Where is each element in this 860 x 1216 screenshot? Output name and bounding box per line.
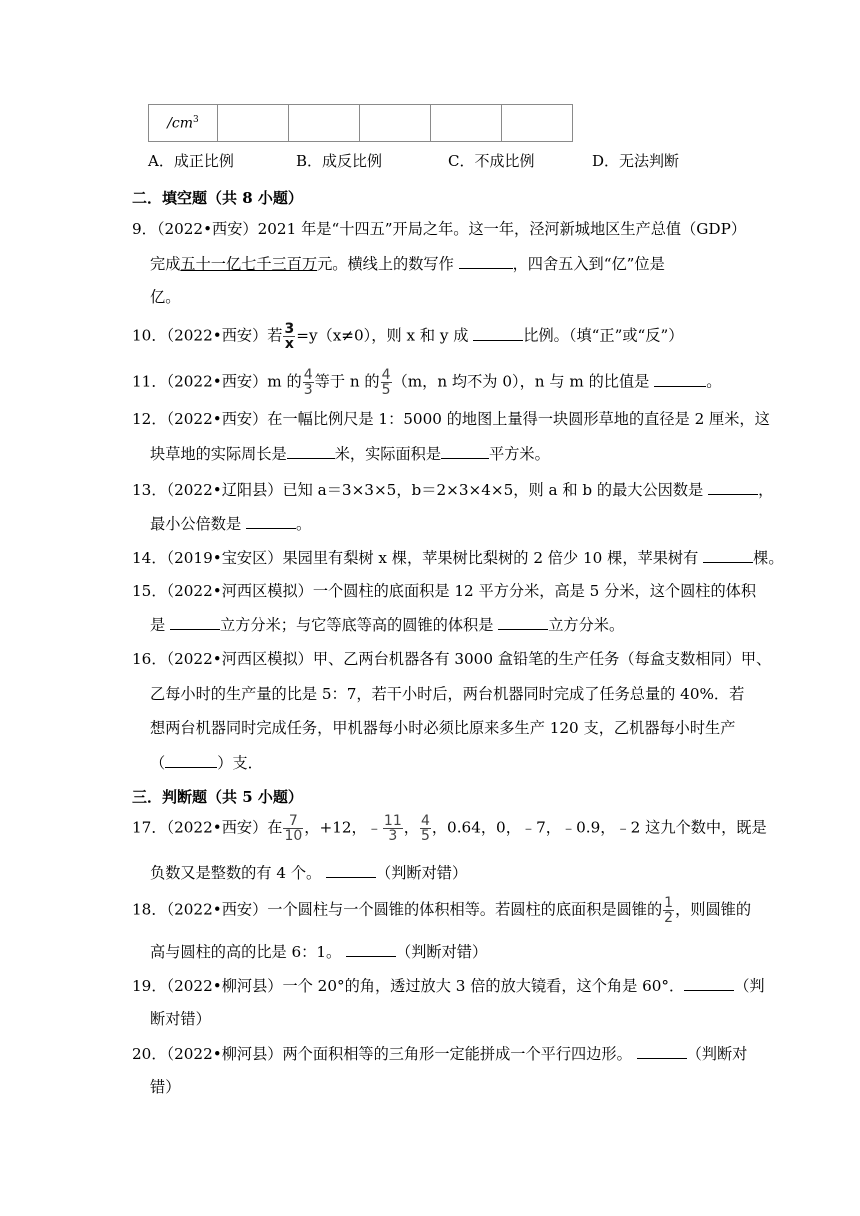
table-cell: [502, 105, 573, 142]
answer-blank: [498, 613, 548, 630]
question-20-line-1: 20．（2022•柳河县）两个面积相等的三角形一定能拼成一个平行四边形。 （判断对: [132, 1042, 747, 1064]
fraction-11-3: $\frac{11}{3}$: [383, 813, 402, 844]
question-13-line-2: 最小公倍数是 。: [150, 512, 311, 534]
underlined-number-words: 五十一亿七千三百万: [180, 255, 318, 273]
question-20-line-2: 错）: [150, 1078, 181, 1096]
answer-blank: [708, 478, 758, 495]
answer-blank: [684, 974, 734, 991]
question-16-line-1: 16．（2022•河西区模拟）甲、乙两台机器各有 3000 盒铅笔的生产任务（每盒支数相同）甲、: [132, 650, 772, 668]
fraction-1-2: $\frac{1}{2}$: [664, 895, 674, 926]
answer-blank: [703, 546, 753, 563]
question-19-line-2: 断对错）: [150, 1010, 211, 1028]
answer-blank: [346, 940, 396, 957]
question-12-line-2: 块草地的实际周长是 米，实际面积是 平方米。: [150, 442, 550, 464]
question-15-line-2: 是 立方分米；与它等底等高的圆锥的体积是 立方分米。: [150, 613, 624, 635]
question-16-line-4: （ ）支．: [150, 751, 263, 773]
unit-cell: $/cm^3$: [149, 105, 218, 142]
question-10: 10．（2022•西安）若 $\frac{3}{x}$ =y（x≠0），则 x 和 y 成 比例。（填“正”或“反”）: [132, 321, 684, 352]
answer-blank: [165, 751, 217, 768]
answer-blank: [459, 252, 513, 269]
option-d: D．无法判断: [592, 152, 680, 170]
question-13-line-1: 13．（2022•辽阳县）已知 a＝3×3×5，b＝2×3×4×5，则 a 和 b 的最大公因数是 ，: [132, 478, 773, 500]
option-a: A．成正比例: [148, 152, 234, 170]
fraction-4-5: $\frac{4}{5}$: [420, 813, 430, 844]
table-cell: [360, 105, 431, 142]
question-18-line-1: 18．（2022•西安）一个圆柱与一个圆锥的体积相等。若圆柱的底面积是圆锥的 $\frac{1}{2}$ ，则圆锥的: [132, 895, 752, 926]
option-b: B．成反比例: [296, 152, 383, 170]
data-table: [148, 104, 573, 142]
question-16-line-2: 乙每小时的生产量的比是 5：7，若干小时后，两台机器同时完成了任务总量的 40%．若: [150, 685, 745, 703]
section-title-true-false: 三．判断题（共 5 小题）: [132, 788, 303, 806]
question-16-line-3: 想两台机器同时完成任务，甲机器每小时必须比原来多生产 120 支，乙机器每小时生产: [150, 719, 736, 737]
table-cell: [431, 105, 502, 142]
question-9-line-3: 亿。: [150, 288, 181, 306]
fraction-4-3: $\frac{4}{3}$: [303, 367, 313, 398]
table-cell: [289, 105, 360, 142]
section-title-fill-blank: 二．填空题（共 8 小题）: [132, 189, 303, 207]
question-9-line-2: 完成五十一亿七千三百万元。横线上的数写作 ，四舍五入到“亿”位是: [150, 252, 665, 274]
answer-blank: [441, 442, 489, 459]
answer-blank: [170, 613, 220, 630]
table-cell: [218, 105, 289, 142]
answer-blank: [654, 370, 706, 387]
question-15-line-1: 15．（2022•河西区模拟）一个圆柱的底面积是 12 平方分米，高是 5 分米，这个圆柱的体积: [132, 582, 757, 600]
question-17-line-1: 17．（2022•西安）在 $\frac{7}{10}$ ，+12，﹣ $\frac{11}{3}$ ， $\frac{4}{5}$ ，0.64，0，﹣7，﹣0.9，﹣2 这九个数中，既是: [132, 813, 767, 844]
fraction-4-5: $\frac{4}{5}$: [381, 367, 391, 398]
answer-blank: [473, 324, 523, 341]
fraction-7-10: $\frac{7}{10}$: [284, 813, 303, 844]
table-row: [149, 105, 573, 142]
answer-blank: [637, 1042, 687, 1059]
question-9-line-1: 9．（2022•西安）2021 年是“十四五”开局之年。这一年，泾河新城地区生产总值（GDP）: [132, 220, 747, 238]
answer-blank: [287, 442, 335, 459]
question-12-line-1: 12．（2022•西安）在一幅比例尺是 1：5000 的地图上量得一块圆形草地的直径是 2 厘米，这: [132, 410, 770, 428]
answer-blank: [326, 861, 376, 878]
fraction-3-over-x: $\frac{3}{x}$: [284, 321, 295, 352]
question-14: 14．（2019•宝安区）果园里有梨树 x 棵，苹果树比梨树的 2 倍少 10 棵，苹果树有 棵。: [132, 546, 784, 568]
option-c: C．不成比例: [448, 152, 535, 170]
question-19-line-1: 19．（2022•柳河县）一个 20°的角，透过放大 3 倍的放大镜看，这个角是 60°． （判: [132, 974, 765, 996]
question-18-line-2: 高与圆柱的高的比是 6：1。 （判断对错）: [150, 940, 487, 962]
question-11: 11．（2022•西安）m 的 $\frac{4}{3}$ 等于 n 的 $\frac{4}{5}$ （m，n 均不为 0），n 与 m 的比值是 。: [132, 367, 722, 398]
answer-blank: [246, 512, 296, 529]
question-17-line-2: 负数又是整数的有 4 个。 （判断对错）: [150, 861, 467, 883]
